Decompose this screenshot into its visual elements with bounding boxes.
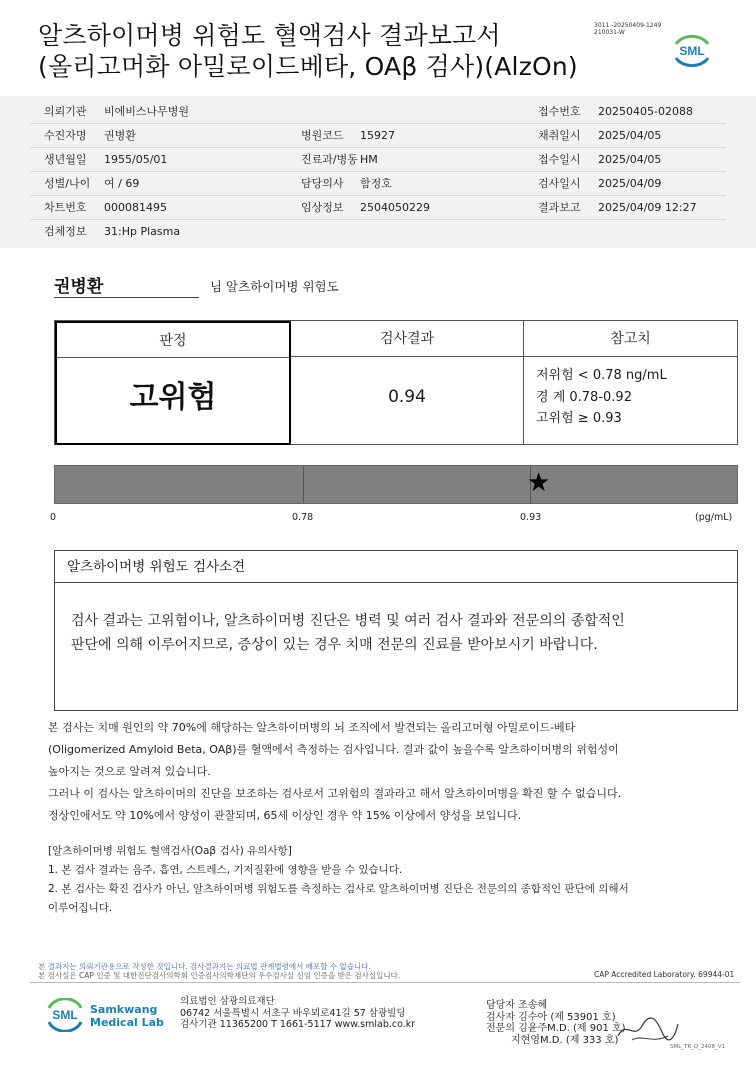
lab-info: 의료법인 삼광의료재단 06742 서울특별시 서초구 바우뫼로41길 57 삼광빌딩 검사기관 11365200 T 1661-5117 www.smlab.co.kr: [180, 996, 416, 1030]
result-value: 0.94: [291, 357, 524, 445]
result-marker-star-icon: ★: [527, 468, 551, 498]
divider: [30, 982, 740, 983]
scale-unit-label: (pg/mL): [695, 512, 733, 523]
patient-info-panel: [0, 96, 756, 248]
birth-value: 1955/05/01: [104, 153, 168, 166]
scale-label-mid: 0.78: [292, 512, 314, 523]
reference-low: 저위험 < 0.78 ng/mL: [536, 368, 667, 383]
risk-scale-bar: [54, 465, 738, 504]
info-row: [0, 148, 756, 172]
result-header: 검사결과: [291, 321, 524, 357]
reference-mid: 경 계 0.78-0.92: [536, 389, 632, 405]
field-label: 병원코드: [301, 129, 344, 142]
underline: [54, 297, 199, 298]
field-label: 생년월일: [44, 153, 87, 166]
report-title: [38, 20, 578, 82]
receipt-date-value: 2025/04/05: [598, 153, 662, 166]
result-table: [54, 320, 738, 445]
field-label: 임상정보: [301, 201, 344, 214]
patient-value: 권병환: [104, 129, 136, 142]
info-row: [0, 196, 756, 220]
lab-logo-name: Samkwang Medical Lab: [90, 1003, 164, 1029]
field-label: 성별/나이: [44, 177, 91, 190]
field-label: 수진자명: [44, 129, 87, 142]
reference-high: 고위험 ≥ 0.93: [536, 411, 622, 426]
explanatory-notes: 본 검사는 치매 원인의 약 70%에 해당하는 알츠하이머병의 뇌 조직에서 발견되는 올리고머형 아밀로이드-베타 (Oligomerized Amyloid Beta, OAβ)를 혈액에서 측정하는 검사입니다. 결과 값이 높을수록 알츠하이머병의 위험성이 높아지는 것으로 알려져 있습니다. 그러나 이 검사는 알츠하이머의 진단을 보조하는 검사로서 고위험의 결과라고 해서 알츠하이머병을 확진 할 수 없습니다. 정상인에서도 약 10%에서 양성이 관찰되며, 65세 이상인 경우 약 15% 이상에서 양성을 보입니다.: [48, 721, 622, 822]
finding-header: 알츠하이머병 위험도 검사소견: [55, 551, 737, 583]
scale-divider-low: [303, 466, 304, 503]
report-value: 2025/04/09 12:27: [598, 201, 697, 214]
reference-header: 참고치: [524, 321, 737, 357]
field-label: 진료과/병동: [301, 153, 358, 166]
chart-no-value: 000081495: [104, 201, 167, 214]
field-label: 담당의사: [301, 177, 344, 190]
field-label: 의뢰기관: [44, 105, 87, 118]
reference-values: [524, 365, 737, 430]
judgement-cell: [55, 321, 291, 445]
disclaimer: 본 결과지는 의뢰기관용으로 작성한 것입니다. 검사결과지는 의료법 관계법령에서 배포할 수 없습니다. 본 검사실은 CAP 인증 및 대한진단검사의학회 인증검사의학재단의 우수검사실 신임 인증을 받은 검사실입니다.: [38, 962, 401, 980]
hospital-value: 비에비스나무병원: [104, 105, 190, 118]
caution-notes: [알츠하이머병 위험도 혈액검사(Oaβ 검사) 유의사항] 1. 본 검사 결과는 음주, 흡연, 스트레스, 기저질환에 영향을 받을 수 있습니다. 2. 본 검사는 확진 검사가 아닌, 알츠하이머병 위험도를 측정하는 검사로 알츠하이머병 진단은 전문의의 종합적인 판단에 의해서 이루어집니다.: [48, 845, 629, 914]
doctor-value: 함정호: [360, 177, 392, 190]
sml-logo-icon: [44, 998, 86, 1032]
svg-text:SML: SML: [679, 44, 705, 58]
receipt-no-value: 20250405-02088: [598, 105, 693, 118]
scale-label-min: 0: [50, 512, 57, 523]
report-title-line2: (올리고머화 아밀로이드베타, OAβ 검사)(AlzOn): [38, 52, 578, 81]
sex-age-value: 여 / 69: [104, 177, 140, 190]
field-label: 채취일시: [538, 129, 581, 142]
info-row: [0, 100, 756, 124]
svg-text:SML: SML: [52, 1008, 78, 1022]
info-row: [0, 172, 756, 196]
staff-list: 담당자 조송혜 검사자 김수아 (제 53901 호) 전문의 김윤주M.D. (제 901 호) 지현영M.D. (제 333 호): [486, 1000, 626, 1046]
collect-date-value: 2025/04/05: [598, 129, 662, 142]
field-label: 검체정보: [44, 225, 87, 238]
patient-heading-suffix: 님 알츠하이머병 위험도: [210, 279, 339, 294]
document-code: 3011 -20250409-1249 210031-W: [594, 22, 662, 36]
scale-label-high: 0.93: [520, 512, 542, 523]
hospital-code-value: 15927: [360, 129, 395, 142]
info-row: [0, 124, 756, 148]
clinical-value: 2504050229: [360, 201, 430, 214]
dept-value: HM: [360, 153, 378, 166]
test-date-value: 2025/04/09: [598, 177, 662, 190]
field-label: 결과보고: [538, 201, 581, 214]
finding-text: 검사 결과는 고위험이나, 알츠하이머병 진단은 병력 및 여러 검사 결과와 전문의의 종합적인 판단에 의해 이루어지므로, 증상이 있는 경우 치매 전문의 진료를 받아보시기 바랍니다.: [71, 613, 625, 653]
judgement-value: 고위험: [129, 380, 217, 415]
judgement-header: 판정: [57, 323, 289, 358]
finding-box: [54, 550, 738, 711]
form-code: SML_TR_Q_2408_V1: [670, 1044, 726, 1050]
info-row: [0, 220, 756, 244]
report-title-line1: 알츠하이머병 위험도 혈액검사 결과보고서: [38, 21, 501, 50]
patient-heading-name: 권병환: [54, 277, 104, 297]
sml-logo-icon: [670, 34, 714, 68]
field-label: 접수번호: [538, 105, 581, 118]
cap-accreditation: CAP Accredited Laboratory. 69944-01: [594, 970, 735, 979]
field-label: 접수일시: [538, 153, 581, 166]
field-label: 검사일시: [538, 177, 581, 190]
field-label: 차트번호: [44, 201, 87, 214]
specimen-value: 31:Hp Plasma: [104, 225, 181, 238]
